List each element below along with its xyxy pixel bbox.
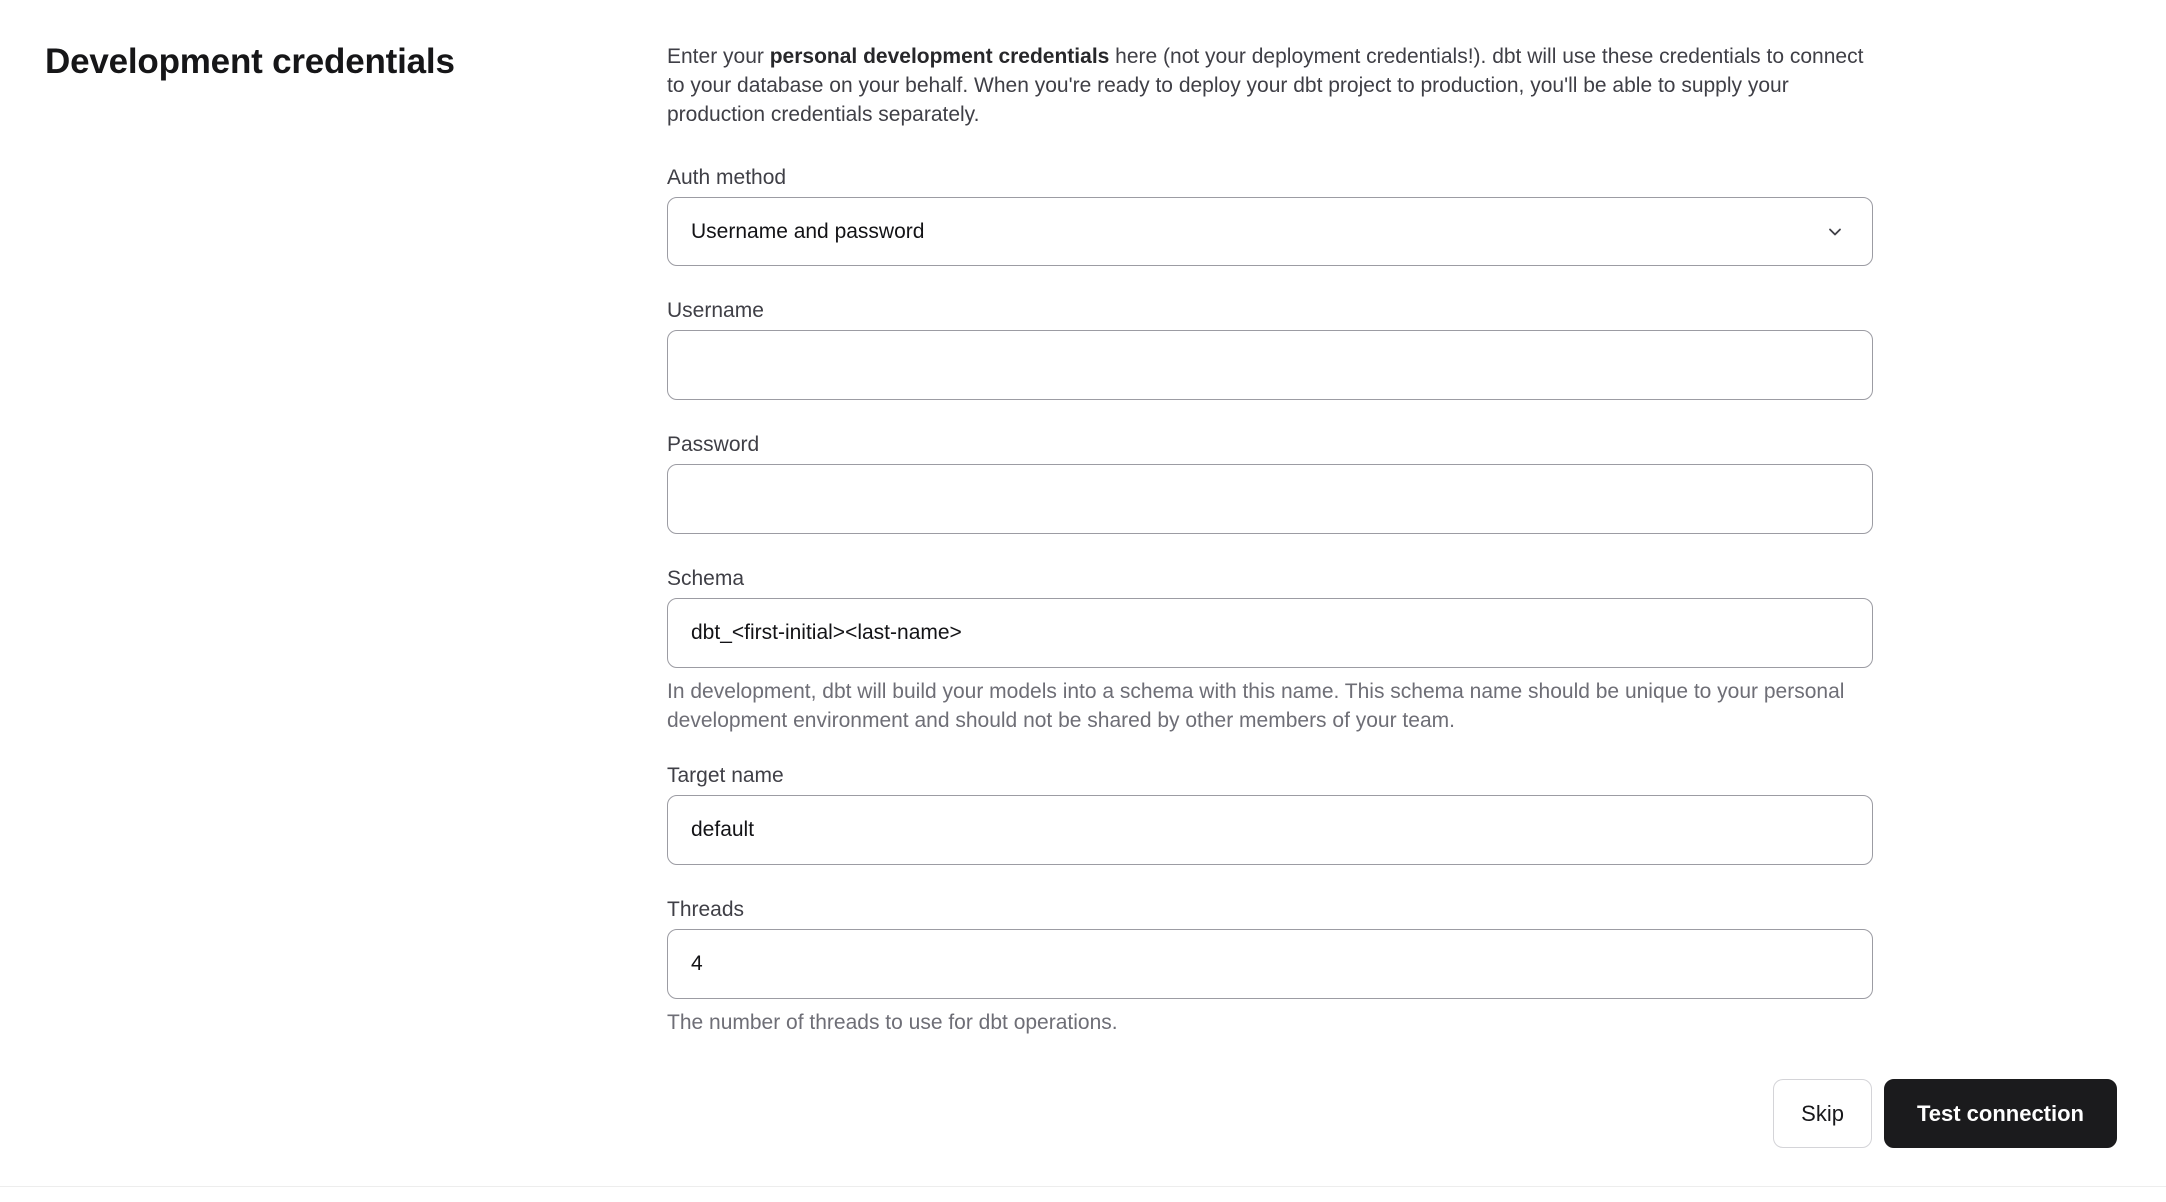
intro-text-before: Enter your bbox=[667, 45, 770, 68]
password-field-group bbox=[667, 432, 1873, 534]
auth-method-field-group bbox=[667, 165, 1873, 266]
schema-helper-text: In development, dbt will build your models into a schema with this name. This schema name should be unique to your personal development environment and should not be shared by other members of your team. bbox=[667, 680, 1845, 732]
auth-method-select[interactable] bbox=[667, 197, 1873, 266]
bottom-divider bbox=[0, 1186, 2166, 1187]
page-title: Development credentials bbox=[45, 42, 455, 81]
target-name-field-group bbox=[667, 763, 1873, 865]
password-input[interactable] bbox=[667, 464, 1873, 534]
test-connection-button[interactable]: Test connection bbox=[1884, 1079, 2117, 1148]
schema-input[interactable] bbox=[667, 598, 1873, 668]
username-field-group bbox=[667, 298, 1873, 400]
username-label: Username bbox=[667, 299, 764, 322]
schema-field-group bbox=[667, 566, 1873, 735]
username-input[interactable] bbox=[667, 330, 1873, 400]
footer-actions bbox=[1773, 1079, 2117, 1148]
auth-method-label: Auth method bbox=[667, 166, 787, 189]
target-name-label: Target name bbox=[667, 764, 784, 787]
chevron-down-icon bbox=[1825, 222, 1845, 242]
password-label: Password bbox=[667, 433, 760, 456]
target-name-input[interactable] bbox=[667, 795, 1873, 865]
credentials-form bbox=[667, 42, 1873, 1065]
intro-text-after: here (not your deployment credentials!). dbt will use these credentials to connect to your database on your behalf. When you're ready to deploy your dbt project to production, you'll be able to supply your production credentials separately. bbox=[667, 45, 1864, 126]
threads-field-group bbox=[667, 897, 1873, 1037]
intro-text bbox=[667, 42, 1873, 129]
intro-text-bold: personal development credentials bbox=[769, 45, 1110, 68]
auth-method-selected-value: Username and password bbox=[691, 219, 925, 243]
threads-label: Threads bbox=[667, 898, 745, 921]
threads-input[interactable] bbox=[667, 929, 1873, 999]
skip-button[interactable]: Skip bbox=[1773, 1079, 1872, 1148]
threads-helper-text: The number of threads to use for dbt operations. bbox=[667, 1011, 1118, 1034]
schema-label: Schema bbox=[667, 567, 745, 590]
